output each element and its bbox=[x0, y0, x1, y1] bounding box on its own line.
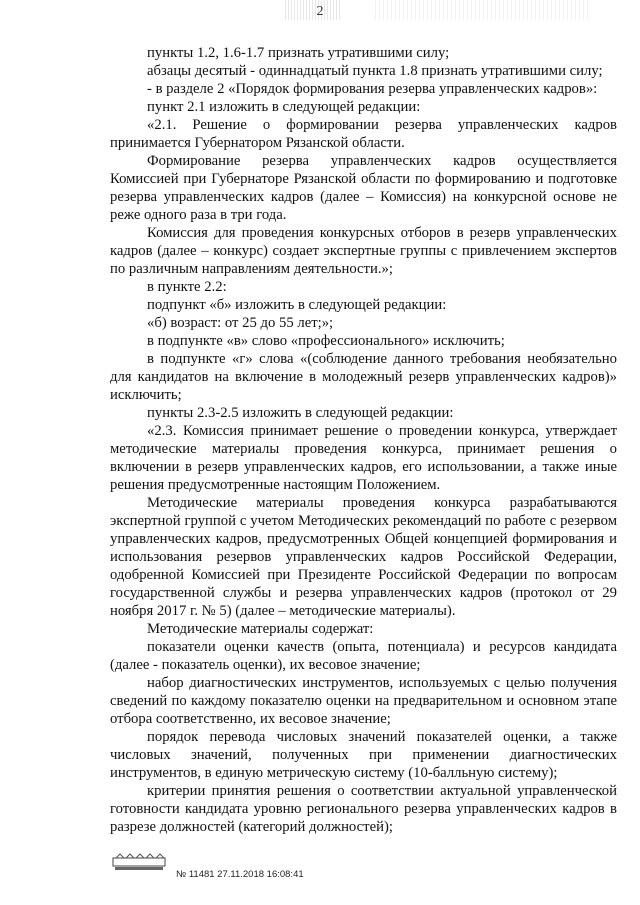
paragraph: в пункте 2.2: bbox=[147, 279, 227, 295]
paragraph: пункт 2.1 изложить в следующей редакции: bbox=[147, 99, 421, 115]
paragraph: показатели оценки качеств (опыта, потенциала) и ресурсов кандидата (далее - показатель оценки), их весовое значение; bbox=[110, 639, 617, 673]
paragraph: подпункт «б» изложить в следующей редакции: bbox=[147, 297, 447, 313]
document-stamp: № 11481 27.11.2018 16:08:41 bbox=[176, 869, 304, 880]
page-number: 2 bbox=[316, 4, 324, 19]
paragraph: набор диагностических инструментов, используемых с целью получения сведений по каждому показателю оценки на предварительном и основном этапе отбора соответственно, их весовое значение; bbox=[110, 675, 617, 727]
paragraph: Комиссия для проведения конкурсных отборов в резерв управленческих кадров (далее – конкурс) создает экспертные группы с привлечением экспертов по различным направлениям деятельности.»; bbox=[110, 225, 617, 277]
paragraph: «2.3. Комиссия принимает решение о проведении конкурса, утверждает методические материалы проведения конкурса, принимает решения о включении в резерв управленческих кадров, его использовании, а также иные решения предусмотренные настоящим Положением. bbox=[110, 423, 617, 493]
paragraph: Методические материалы проведения конкурса разрабатываются экспертной группой с учетом Методических рекомендаций по работе с резервом управленческих кадров, предусмотренных Общей концепцией формирования и использования резервов управленческих кадров Российской Федерации, одобренной Комиссией при Президенте Российской Федерации по вопросам государственной службы и резерва управленческих кадров (протокол от 29 ноября 2017 г. № 5) (далее – методические материалы). bbox=[110, 495, 617, 619]
paragraph: порядок перевода числовых значений показателей оценки, а также числовых значений, полученных при применении диагностических инструментов, в единую метрическую систему (10-балльную систему); bbox=[110, 729, 617, 781]
registry-stamp-icon bbox=[112, 852, 166, 872]
paragraph: Формирование резерва управленческих кадров осуществляется Комиссией при Губернаторе Рязанской области по формированию и подготовке резерва управленческих кадров (далее – Комиссия) на конкурсной основе не реже одного раза в три года. bbox=[110, 153, 617, 223]
paragraph: «б) возраст: от 25 до 55 лет;»; bbox=[147, 315, 334, 331]
paragraph: «2.1. Решение о формировании резерва управленческих кадров принимается Губернатором Рязанской области. bbox=[110, 117, 617, 151]
paragraph: в подпункте «г» слова «(соблюдение данного требования необязательно для кандидатов на включение в молодежный резерв управленческих кадров)» исключить; bbox=[110, 351, 617, 403]
paragraph: пункты 1.2, 1.6-1.7 признать утратившими силу; bbox=[147, 45, 450, 61]
paragraph: - в разделе 2 «Порядок формирования резерва управленческих кадров»: bbox=[147, 81, 598, 97]
paragraph: абзацы десятый - одиннадцатый пункта 1.8 признать утратившими силу; bbox=[147, 63, 603, 79]
paragraph: Методические материалы содержат: bbox=[147, 621, 374, 637]
paragraph: в подпункте «в» слово «профессионального» исключить; bbox=[147, 333, 505, 349]
paragraph: критерии принятия решения о соответствии актуальной управленческой готовности кандидата уровню регионального резерва управленческих кадров в разрезе должностей (категорий должностей); bbox=[110, 783, 617, 835]
document-body bbox=[110, 44, 617, 836]
paragraph: пункты 2.3-2.5 изложить в следующей редакции: bbox=[147, 405, 454, 421]
